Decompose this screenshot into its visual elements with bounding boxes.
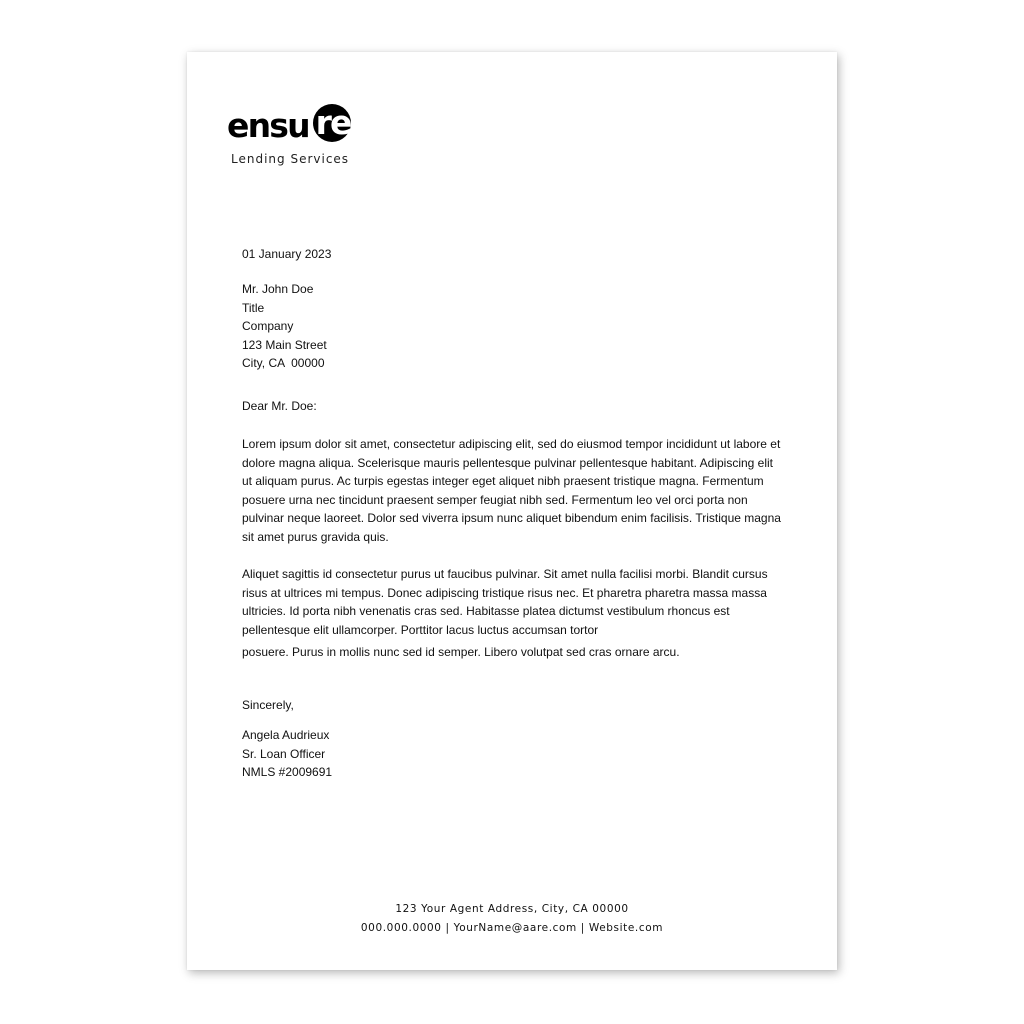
footer-contact: 000.000.0000 | YourName@aare.com | Website.com — [360, 922, 664, 934]
signature-block — [242, 726, 782, 782]
company-logo — [227, 104, 353, 152]
logo-subtitle: Lending Services — [231, 152, 350, 166]
recipient-street: 123 Main Street — [242, 337, 327, 352]
letterhead-page — [187, 52, 837, 970]
signer-title: Sr. Loan Officer — [242, 746, 326, 761]
footer-address: 123 Your Agent Address, City, CA 00000 — [395, 903, 629, 915]
body-paragraph-2: Aliquet sagittis id consectetur purus ut faucibus pulvinar. Sit amet nulla facilisi morbi. Blandit cursus risus at ultrices mi tempus. Donec adipiscing tristique risus nec. Et pharetra pharetra massa massa ultricies. Id porta nibh venenatis cras sed. Habitasse platea dictumst vestibulum rhoncus est pellentesque elit ullamcorper. Porttitor lacus luctus accumsan tortor — [242, 567, 768, 637]
salutation: Dear Mr. Doe: — [242, 399, 317, 413]
body-paragraph-1: Lorem ipsum dolor sit amet, consectetur adipiscing elit, sed do eiusmod tempor incididunt ut labore et dolore magna aliqua. Scelerisque mauris pellentesque pulvinar pellentesque habitant. Adipiscing elit ut aliquam purus. Ac turpis egestas integer eget aliquet nibh praesent tristique magna. Fermentum posuere urna nec tincidunt praesent semper feugiat nibh sed. Fermentum leo vel orci porta non pulvinar neque laoreet. Dolor sed viverra ipsum nunc aliquet bibendum enim facilisis. Tristique magna sit amet purus gravida quis. — [242, 437, 781, 544]
recipient-name: Mr. John Doe — [242, 282, 314, 296]
recipient-title: Title — [242, 300, 265, 315]
recipient-block — [242, 280, 782, 373]
logo-wordmark: ensu — [227, 106, 309, 145]
logo-circle-text: re — [315, 103, 351, 142]
body-paragraph-2-last-line: posuere. Purus in mollis nunc sed id semper. Libero volutpat sed cras ornare arcu. — [242, 645, 680, 659]
letter-date: 01 January 2023 — [242, 247, 332, 261]
recipient-company: Company — [242, 319, 294, 334]
signer-nmls: NMLS #2009691 — [242, 765, 333, 780]
closing: Sincerely, — [242, 698, 294, 712]
recipient-city: City, CA 00000 — [242, 356, 325, 371]
signer-name: Angela Audrieux — [242, 728, 330, 742]
logo-circle-icon — [313, 104, 351, 142]
